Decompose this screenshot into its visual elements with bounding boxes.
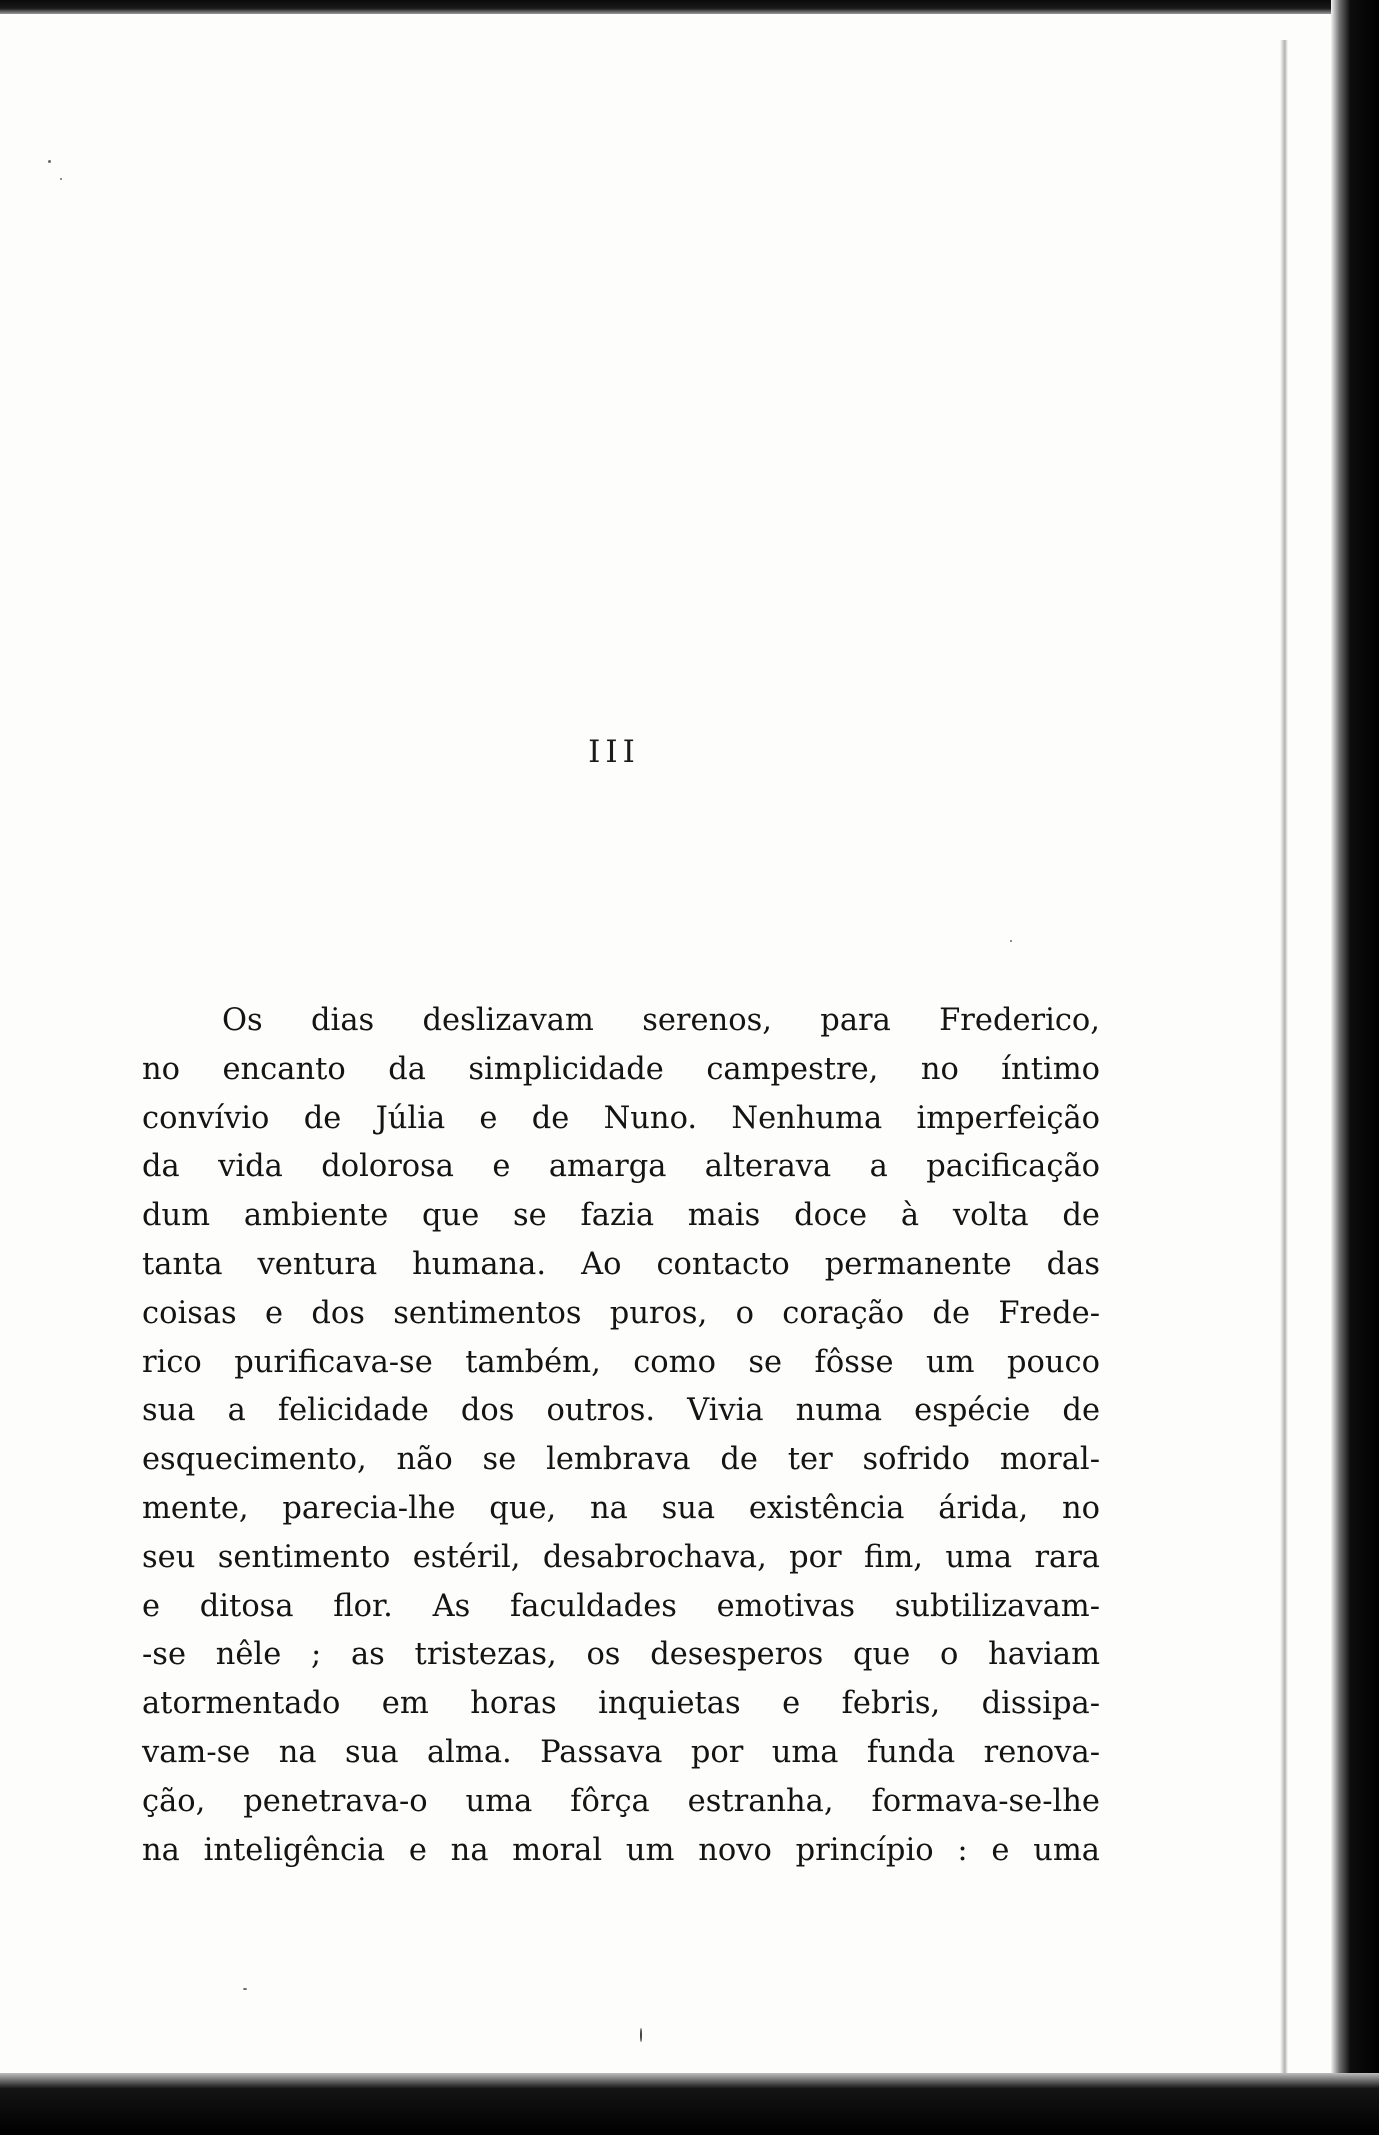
- text-line: na inteligência e na moral um novo princípio : e uma: [142, 1832, 1100, 1868]
- text-line: -se nêle ; as tristezas, os desesperos que o haviam: [142, 1637, 1100, 1673]
- scan-speck: [48, 160, 51, 163]
- text-line: no encanto da simplicidade campestre, no íntimo: [142, 1051, 1100, 1087]
- text-line: tanta ventura humana. Ao contacto permanente das: [142, 1246, 1100, 1282]
- text-line: sua a felicidade dos outros. Vivia numa espécie de: [142, 1393, 1100, 1429]
- scan-speck: [60, 178, 62, 180]
- text-line: da vida dolorosa e amarga alterava a pacificação: [142, 1149, 1100, 1185]
- body-text: [142, 997, 1100, 1875]
- text-line: atormentado em horas inquietas e febris, dissipa-: [142, 1686, 1100, 1722]
- text-line: ção, penetrava-o uma fôrça estranha, formava-se-lhe: [142, 1783, 1100, 1819]
- text-line: vam-se na sua alma. Passava por uma funda renova-: [142, 1734, 1100, 1770]
- chapter-heading: III: [588, 734, 640, 770]
- page-gutter-shadow: [1280, 40, 1288, 2100]
- scan-edge-right: [1331, 0, 1379, 2135]
- text-line: esquecimento, não se lembrava de ter sofrido moral-: [142, 1442, 1100, 1478]
- text-line: Os dias deslizavam serenos, para Frederico,: [222, 1003, 1100, 1038]
- scan-speck: [640, 2028, 642, 2042]
- text-line: mente, parecia-lhe que, na sua existência árida, no: [142, 1490, 1100, 1526]
- text-line: rico purificava-se também, como se fôsse um pouco: [142, 1344, 1100, 1380]
- text-line: e ditosa flor. As faculdades emotivas subtilizavam-: [142, 1588, 1100, 1624]
- scan-speck: [1010, 940, 1012, 942]
- text-line: coisas e dos sentimentos puros, o coração de Frede-: [142, 1295, 1100, 1331]
- text-line: dum ambiente que se fazia mais doce à volta de: [142, 1198, 1100, 1234]
- scan-edge-bottom: [0, 2073, 1379, 2135]
- text-line: seu sentimento estéril, desabrochava, por fim, uma rara: [142, 1539, 1100, 1575]
- text-line: convívio de Júlia e de Nuno. Nenhuma imperfeição: [142, 1100, 1100, 1136]
- scan-speck: [243, 1988, 247, 1990]
- scan-edge-top: [0, 0, 1379, 14]
